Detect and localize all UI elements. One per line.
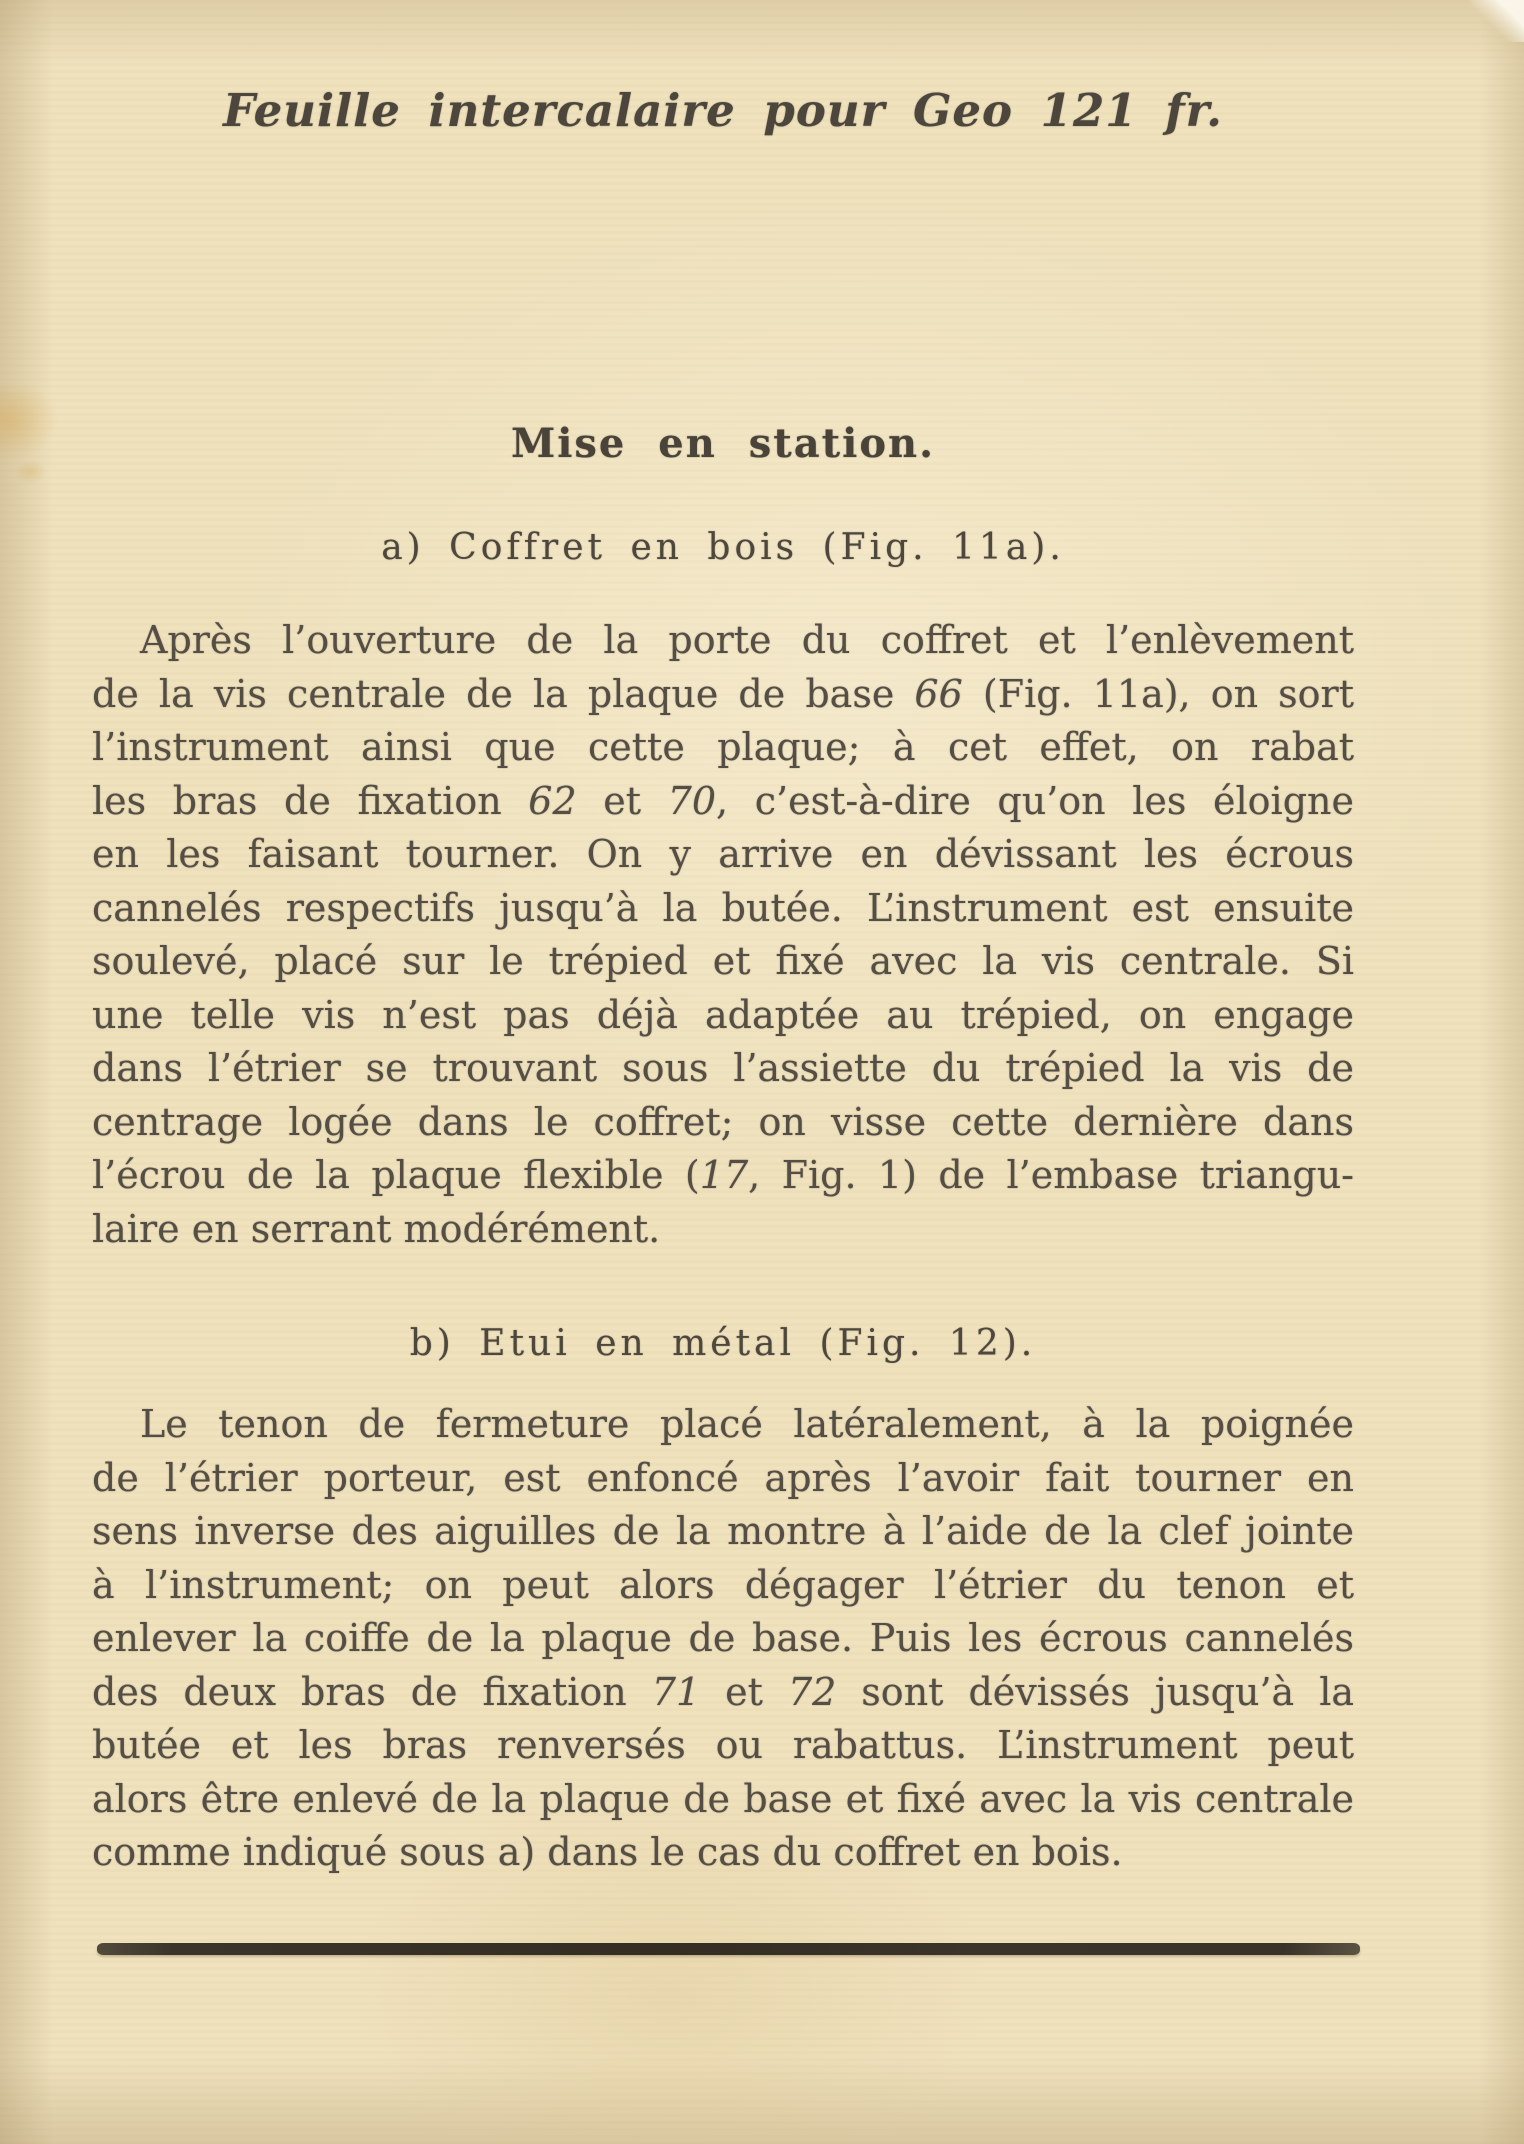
paragraph-line: cannelés respectifs jusqu’à la butée. L’instrument est ensuite [92, 885, 1354, 930]
subsection-a-heading: a) Coffret en bois (Fig. 11a). [381, 527, 1065, 568]
paragraph-line: les bras de fixation 62 et 70, c’est-à-dire qu’on les éloigne [92, 778, 1354, 823]
paragraph-line: des deux bras de fixation 71 et 72 sont dévissés jusqu’à la [92, 1669, 1354, 1714]
paragraph-line: alors être enlevé de la plaque de base et fixé avec la vis centrale [92, 1776, 1354, 1821]
paragraph-line: de la vis centrale de la plaque de base 66 (Fig. 11a), on sort [92, 671, 1354, 716]
paragraph-line: butée et les bras renversés ou rabattus. L’instrument peut [92, 1723, 1354, 1767]
paragraph-line: centrage logée dans le coffret; on visse cette dernière dans [92, 1099, 1354, 1144]
paragraph-line: laire en serrant modérément. [92, 1206, 661, 1251]
paragraph-line: sens inverse des aiguilles de la montre à l’aide de la clef jointe [92, 1509, 1354, 1553]
paragraph-line: dans l’étrier se trouvant sous l’assiette du trépied la vis de [92, 1046, 1354, 1090]
subsection-b-heading: b) Etui en métal (Fig. 12). [409, 1323, 1037, 1364]
paragraph-a [92, 614, 1354, 1256]
main-heading: Mise en station. [510, 420, 936, 467]
page-corner-fold [1468, 0, 1524, 42]
paragraph-line: Le tenon de fermeture placé latéralement, à la poignée [140, 1402, 1354, 1446]
paragraph-line: soulevé, placé sur le trépied et fixé avec la vis centrale. Si [92, 939, 1354, 983]
paragraph-line: l’instrument ainsi que cette plaque; à cet effet, on rabat [92, 725, 1354, 769]
document-title: Feuille intercalaire pour Geo 121 fr. [223, 84, 1223, 137]
paragraph-line: enlever la coiffe de la plaque de base. Puis les écrous cannelés [92, 1616, 1354, 1660]
bottom-rule [97, 1943, 1360, 1955]
paragraph-line: Après l’ouverture de la porte du coffret et l’enlèvement [140, 618, 1354, 662]
paragraph-line: une telle vis n’est pas déjà adaptée au trépied, on engage [92, 992, 1354, 1037]
paragraph-line: comme indiqué sous a) dans le cas du coffret en bois. [92, 1830, 1123, 1874]
paragraph-b [92, 1398, 1354, 1880]
paragraph-line: de l’étrier porteur, est enfoncé après l’avoir fait tourner en [92, 1455, 1354, 1500]
paragraph-line: à l’instrument; on peut alors dégager l’étrier du tenon et [92, 1562, 1354, 1607]
paragraph-line: l’écrou de la plaque flexible (17, Fig. 1) de l’embase triangu- [92, 1153, 1355, 1197]
paragraph-line: en les faisant tourner. On y arrive en dévissant les écrous [92, 832, 1354, 876]
